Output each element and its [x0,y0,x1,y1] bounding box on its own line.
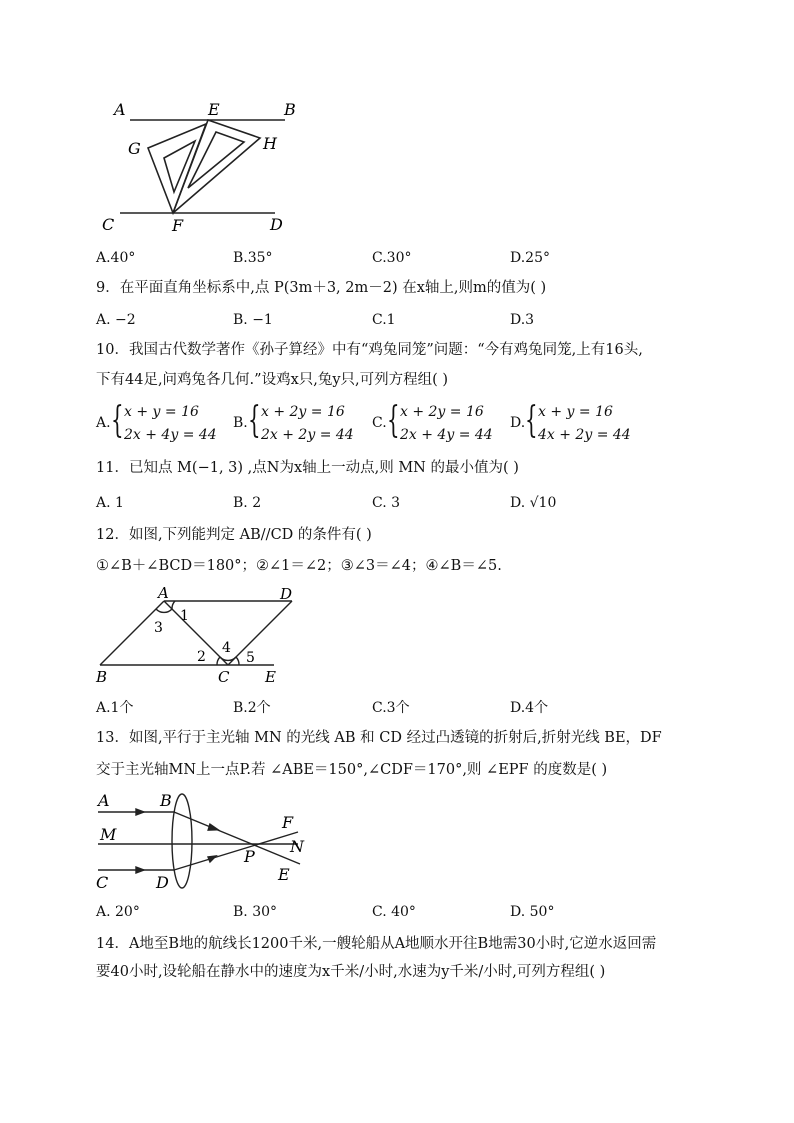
q13-option-a[interactable]: A. 20° [96,904,140,920]
label-P: P [244,847,255,866]
q10-option-c[interactable] [372,402,502,444]
brace-icon: { [111,400,124,441]
q12-stem: 12．如图,下列能判定 AB//CD 的条件有( ) [96,527,372,543]
brace-icon: { [387,400,400,441]
q12-option-b[interactable]: B.2个 [233,700,271,716]
convex-lens-figure [94,788,314,896]
q10-option-d[interactable] [510,402,640,444]
equation-row: 2x + 2y = 44 [261,427,354,443]
angle-label-4: 4 [222,640,231,656]
q10-stem-line2: 下有44足,问鸡兔各几何.”设鸡x只,兔y只,可列方程组( ) [96,372,449,388]
angle-label-1: 1 [180,608,189,624]
q8-option-d[interactable]: D.25° [510,250,550,266]
q14-stem-line2: 要40小时,设轮船在静水中的速度为x千米/小时,水速为y千米/小时,可列方程组( ) [96,964,606,980]
equation-row: 4x + 2y = 44 [538,427,631,443]
equation-row: x + 2y = 16 [400,404,484,420]
q8-option-b[interactable]: B.35° [233,250,273,266]
q11-option-a[interactable]: A. 1 [96,495,124,511]
q13-stem-line1: 13．如图,平行于主光轴 MN 的光线 AB 和 CD 经过凸透镜的折射后,折射光线 BE，DF [96,730,662,746]
q8-option-c[interactable]: C.30° [372,250,412,266]
q10-option-letter: D. [510,415,526,431]
q10-option-b[interactable] [233,402,363,444]
q11-stem: 11．已知点 M(−1, 3) ,点N为x轴上一动点,则 MN 的最小值为( ) [96,460,519,476]
label-E: E [265,668,276,686]
q9-stem: 9．在平面直角坐标系中,点 P(3m＋3, 2m－2) 在x轴上,则m的值为( ) [96,280,547,296]
q10-stem-line1: 10．我国古代数学著作《孙子算经》中有“鸡兔同笼”问题：“今有鸡兔同笼,上有16头, [96,342,643,358]
q10-option-letter: C. [372,415,387,431]
q13-stem-line2: 交于主光轴MN上一点P.若 ∠ABE＝150°,∠CDF＝170°,则 ∠EPF 的度数是( ) [96,762,608,778]
q12-option-a[interactable]: A.1个 [96,700,134,716]
q9-option-a[interactable]: A. −2 [96,312,136,328]
q9-option-d[interactable]: D.3 [510,312,535,328]
q11-option-b[interactable]: B. 2 [233,495,262,511]
brace-icon: { [525,400,538,441]
label-E: E [208,100,220,119]
set-square-figure [100,96,300,241]
equation-row: x + y = 16 [538,404,613,420]
label-C: C [218,668,230,686]
brace-icon: { [248,400,261,441]
label-F: F [172,216,184,235]
equation-row: 2x + 4y = 44 [400,427,493,443]
label-D: D [270,215,283,234]
q11-option-d[interactable]: D. √10 [510,495,557,511]
q10-option-letter: B. [233,415,248,431]
label-E: E [278,865,290,884]
label-M: M [100,825,117,844]
q11-option-c[interactable]: C. 3 [372,495,401,511]
label-D: D [156,873,169,892]
angle-label-2: 2 [197,649,206,665]
label-A: A [114,100,126,119]
q12-conditions: ①∠B＋∠BCD＝180°；②∠1＝∠2；③∠3＝∠4；④∠B＝∠5. [96,558,502,574]
label-F: F [282,813,294,832]
parallelogram-figure [92,584,292,688]
equation-row: 2x + 4y = 44 [124,427,217,443]
label-B: B [160,791,172,810]
equation-row: x + 2y = 16 [261,404,345,420]
label-B: B [284,100,296,119]
label-C: C [96,873,109,892]
angle-label-3: 3 [154,620,163,636]
q14-stem-line1: 14．A地至B地的航线长1200千米,一艘轮船从A地顺水开往B地需30小时,它逆水返回需 [96,936,657,952]
q10-option-letter: A. [96,415,111,431]
label-D: D [280,585,293,603]
q13-option-c[interactable]: C. 40° [372,904,416,920]
label-B: B [96,668,108,686]
q12-option-c[interactable]: C.3个 [372,700,410,716]
label-N: N [290,837,304,856]
q10-option-a[interactable] [96,402,226,444]
equation-row: x + y = 16 [124,404,199,420]
q12-option-d[interactable]: D.4个 [510,700,549,716]
label-C: C [102,215,115,234]
label-G: G [128,139,141,158]
q9-option-b[interactable]: B. −1 [233,312,273,328]
label-A: A [98,791,110,810]
q13-option-d[interactable]: D. 50° [510,904,555,920]
q13-option-b[interactable]: B. 30° [233,904,278,920]
q8-option-a[interactable]: A.40° [96,250,136,266]
label-H: H [263,134,277,153]
label-A: A [158,584,169,602]
angle-label-5: 5 [246,650,255,666]
q9-option-c[interactable]: C.1 [372,312,396,328]
